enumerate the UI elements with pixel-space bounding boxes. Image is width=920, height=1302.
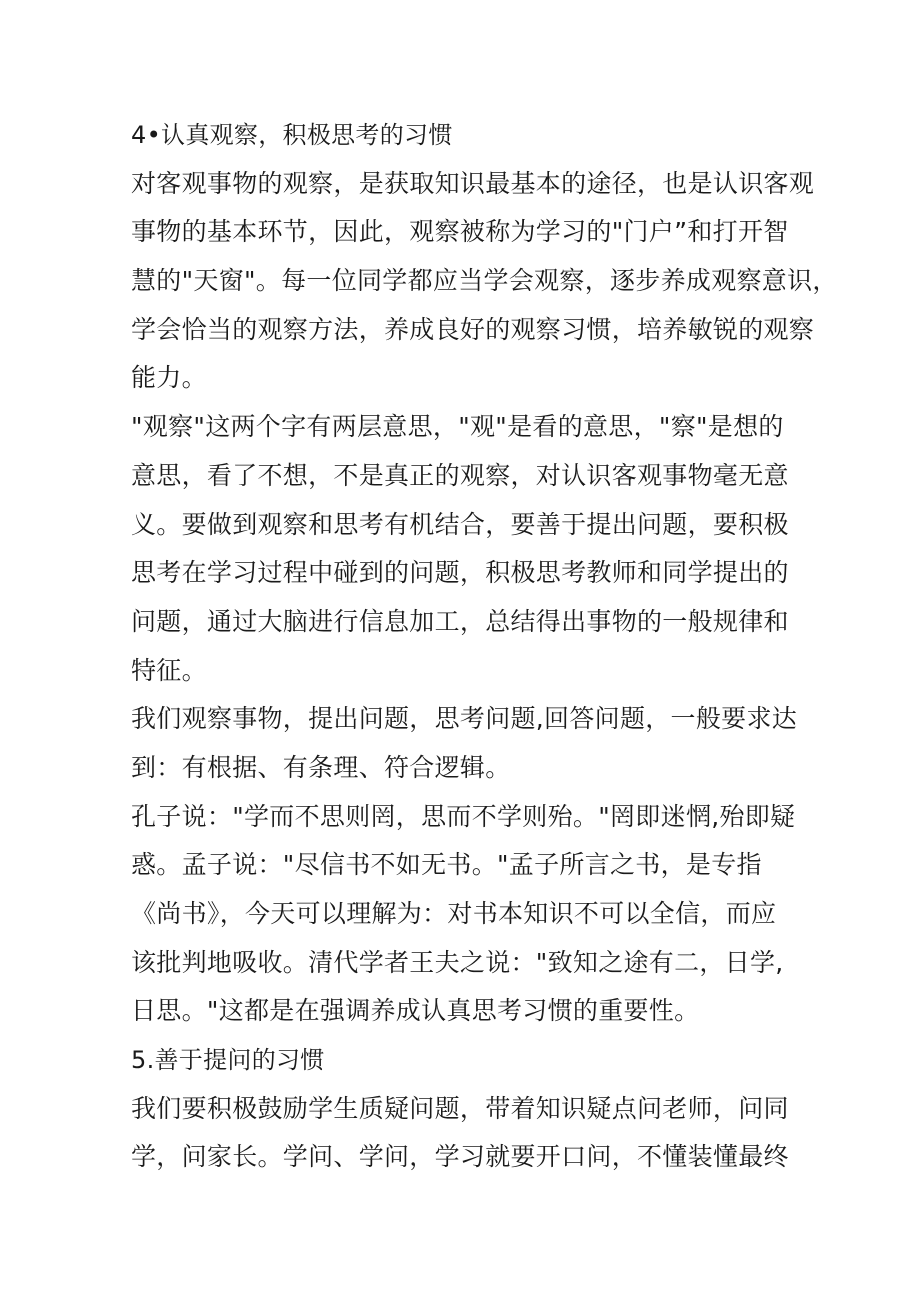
text-line: 慧的"天窗"。每一位同学都应当学会观察，逐步养成观察意识， [131,266,838,296]
text-line: 意思，看了不想，不是真正的观察，对认识客观事物毫无意 [131,460,789,490]
text-line: 能力。 [131,363,207,393]
section-heading-5: 5.善于提问的习惯 [131,1046,325,1075]
text-line: "观察"这两个字有两层意思，"观"是看的意思，"察"是想的 [131,412,784,442]
text-line: 学会恰当的观察方法，养成良好的观察习惯，培养敏锐的观察 [131,314,815,344]
text-line: 《尚书》，今天可以理解为：对书本知识不可以全信，而应 [131,899,777,928]
text-line: 问题，通过大脑进行信息加工，总结得出事物的一般规律和 [131,606,789,636]
text-line: 对客观事物的观察，是获取知识最基本的途径，也是认识客观 [131,168,815,198]
text-line: 义。要做到观察和思考有机结合，要善于提出问题，要积极 [131,509,789,539]
text-line: 该批判地吸收。清代学者王夫之说："致知之途有二，日学, [131,947,784,977]
text-line: 惑。孟子说："尽信书不如无书。"孟子所言之书，是专指 [131,850,762,880]
document-body [131,111,838,1182]
text-line: 到：有根据、有条理、符合逻辑。 [131,752,511,782]
text-line: 学，问家长。学问、学问，学习就要开口问，不懂装懂最终 [131,1142,789,1172]
text-line: 特征。 [131,655,207,685]
text-line: 我们观察事物，提出问题，思考问题,回答问题，一般要求达 [131,704,798,734]
text-line: 事物的基本环节，因此，观察被称为学习的"门户”和打开智 [131,217,789,247]
text-line: 我们要积极鼓励学生质疑问题，带着知识疑点问老师，问同 [131,1093,789,1123]
text-line: 思考在学习过程中碰到的问题，积极思考教师和同学提出的 [131,558,789,588]
text-line: 孔子说："学而不思则罔，思而不学则殆。"罔即迷惘,殆即疑 [131,801,796,831]
text-line: 日思。"这都是在强调养成认真思考习惯的重要性。 [131,996,700,1026]
section-heading-4: 4•认真观察，积极思考的习惯 [131,121,453,149]
